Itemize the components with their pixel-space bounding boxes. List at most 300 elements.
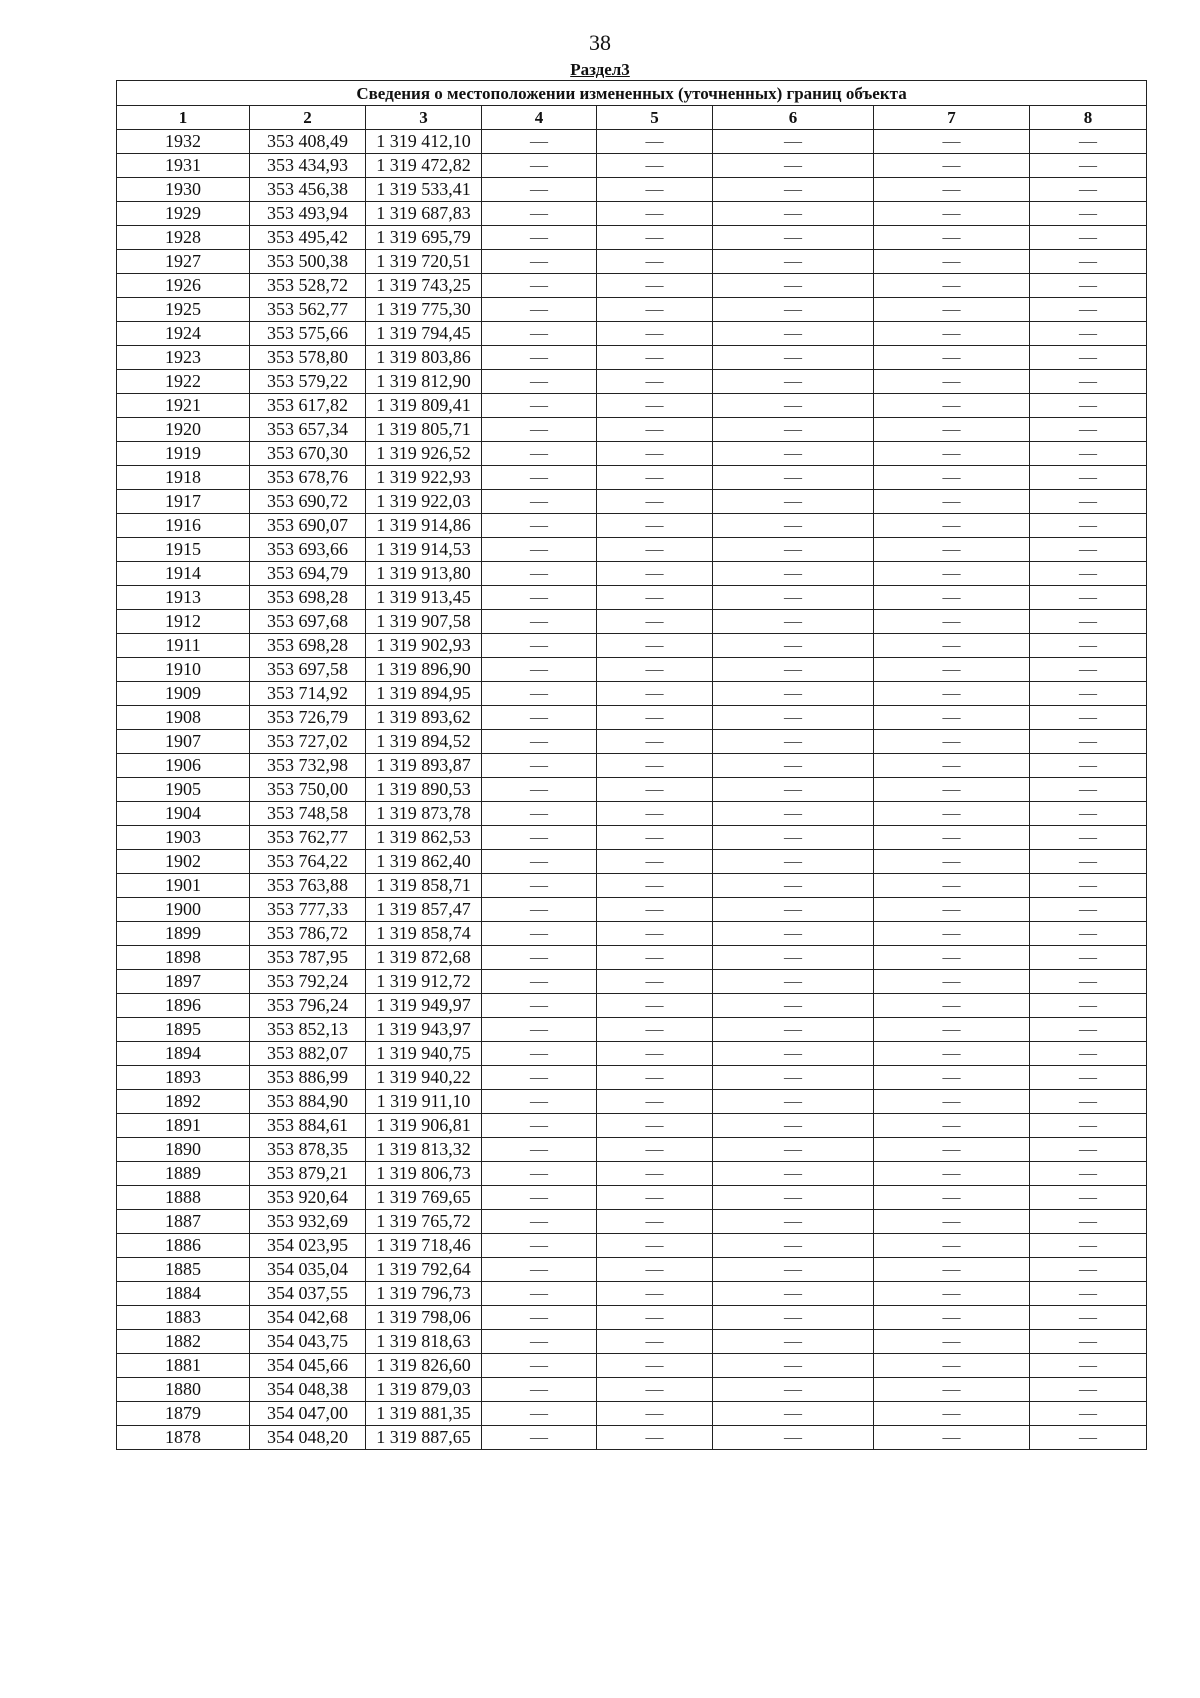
empty-dash-cell: — xyxy=(597,826,713,850)
y-coordinate-cell: 1 319 862,40 xyxy=(366,850,482,874)
empty-dash-cell: — xyxy=(1030,1090,1147,1114)
empty-dash-cell: — xyxy=(874,226,1030,250)
empty-dash-cell: — xyxy=(713,826,874,850)
x-coordinate-cell: 354 045,66 xyxy=(250,1354,366,1378)
empty-dash-cell: — xyxy=(713,802,874,826)
empty-dash-cell: — xyxy=(713,1354,874,1378)
y-coordinate-cell: 1 319 902,93 xyxy=(366,634,482,658)
point-number-cell: 1892 xyxy=(117,1090,250,1114)
empty-dash-cell: — xyxy=(1030,706,1147,730)
empty-dash-cell: — xyxy=(874,730,1030,754)
empty-dash-cell: — xyxy=(874,658,1030,682)
empty-dash-cell: — xyxy=(1030,730,1147,754)
y-coordinate-cell: 1 319 926,52 xyxy=(366,442,482,466)
empty-dash-cell: — xyxy=(874,1378,1030,1402)
table-row xyxy=(117,802,1147,826)
empty-dash-cell: — xyxy=(713,1090,874,1114)
x-coordinate-cell: 354 048,20 xyxy=(250,1426,366,1450)
empty-dash-cell: — xyxy=(597,394,713,418)
x-coordinate-cell: 353 694,79 xyxy=(250,562,366,586)
y-coordinate-cell: 1 319 687,83 xyxy=(366,202,482,226)
point-number-cell: 1925 xyxy=(117,298,250,322)
point-number-cell: 1922 xyxy=(117,370,250,394)
point-number-cell: 1878 xyxy=(117,1426,250,1450)
empty-dash-cell: — xyxy=(713,346,874,370)
empty-dash-cell: — xyxy=(482,154,597,178)
empty-dash-cell: — xyxy=(482,394,597,418)
empty-dash-cell: — xyxy=(713,226,874,250)
column-header: 6 xyxy=(713,106,874,130)
point-number-cell: 1886 xyxy=(117,1234,250,1258)
empty-dash-cell: — xyxy=(1030,466,1147,490)
empty-dash-cell: — xyxy=(874,394,1030,418)
x-coordinate-cell: 354 043,75 xyxy=(250,1330,366,1354)
point-number-cell: 1926 xyxy=(117,274,250,298)
empty-dash-cell: — xyxy=(874,874,1030,898)
empty-dash-cell: — xyxy=(874,754,1030,778)
column-header: 1 xyxy=(117,106,250,130)
empty-dash-cell: — xyxy=(597,130,713,154)
empty-dash-cell: — xyxy=(874,898,1030,922)
empty-dash-cell: — xyxy=(482,1042,597,1066)
empty-dash-cell: — xyxy=(713,274,874,298)
empty-dash-cell: — xyxy=(597,586,713,610)
empty-dash-cell: — xyxy=(1030,1066,1147,1090)
point-number-cell: 1889 xyxy=(117,1162,250,1186)
x-coordinate-cell: 353 727,02 xyxy=(250,730,366,754)
empty-dash-cell: — xyxy=(874,514,1030,538)
column-header: 7 xyxy=(874,106,1030,130)
empty-dash-cell: — xyxy=(874,370,1030,394)
point-number-cell: 1914 xyxy=(117,562,250,586)
y-coordinate-cell: 1 319 894,95 xyxy=(366,682,482,706)
empty-dash-cell: — xyxy=(482,922,597,946)
y-coordinate-cell: 1 319 913,45 xyxy=(366,586,482,610)
empty-dash-cell: — xyxy=(713,898,874,922)
x-coordinate-cell: 353 617,82 xyxy=(250,394,366,418)
point-number-cell: 1918 xyxy=(117,466,250,490)
empty-dash-cell: — xyxy=(482,802,597,826)
empty-dash-cell: — xyxy=(1030,970,1147,994)
empty-dash-cell: — xyxy=(482,754,597,778)
y-coordinate-cell: 1 319 720,51 xyxy=(366,250,482,274)
point-number-cell: 1887 xyxy=(117,1210,250,1234)
column-header: 4 xyxy=(482,106,597,130)
empty-dash-cell: — xyxy=(1030,154,1147,178)
y-coordinate-cell: 1 319 533,41 xyxy=(366,178,482,202)
x-coordinate-cell: 353 690,72 xyxy=(250,490,366,514)
point-number-cell: 1930 xyxy=(117,178,250,202)
empty-dash-cell: — xyxy=(482,1354,597,1378)
empty-dash-cell: — xyxy=(597,874,713,898)
point-number-cell: 1903 xyxy=(117,826,250,850)
x-coordinate-cell: 353 792,24 xyxy=(250,970,366,994)
y-coordinate-cell: 1 319 896,90 xyxy=(366,658,482,682)
empty-dash-cell: — xyxy=(713,658,874,682)
empty-dash-cell: — xyxy=(597,514,713,538)
table-row xyxy=(117,490,1147,514)
point-number-cell: 1879 xyxy=(117,1402,250,1426)
empty-dash-cell: — xyxy=(482,1090,597,1114)
table-row xyxy=(117,994,1147,1018)
empty-dash-cell: — xyxy=(1030,418,1147,442)
empty-dash-cell: — xyxy=(482,322,597,346)
empty-dash-cell: — xyxy=(597,490,713,514)
empty-dash-cell: — xyxy=(874,1234,1030,1258)
y-coordinate-cell: 1 319 922,03 xyxy=(366,490,482,514)
empty-dash-cell: — xyxy=(1030,1186,1147,1210)
y-coordinate-cell: 1 319 858,71 xyxy=(366,874,482,898)
point-number-cell: 1928 xyxy=(117,226,250,250)
empty-dash-cell: — xyxy=(713,778,874,802)
empty-dash-cell: — xyxy=(597,1162,713,1186)
empty-dash-cell: — xyxy=(482,1306,597,1330)
empty-dash-cell: — xyxy=(874,586,1030,610)
empty-dash-cell: — xyxy=(482,418,597,442)
empty-dash-cell: — xyxy=(597,250,713,274)
empty-dash-cell: — xyxy=(597,994,713,1018)
page-number: 38 xyxy=(589,30,611,55)
table-row xyxy=(117,442,1147,466)
empty-dash-cell: — xyxy=(713,298,874,322)
empty-dash-cell: — xyxy=(597,202,713,226)
table-row xyxy=(117,1114,1147,1138)
empty-dash-cell: — xyxy=(1030,634,1147,658)
column-header: 2 xyxy=(250,106,366,130)
empty-dash-cell: — xyxy=(597,322,713,346)
empty-dash-cell: — xyxy=(482,202,597,226)
empty-dash-cell: — xyxy=(482,274,597,298)
empty-dash-cell: — xyxy=(874,178,1030,202)
x-coordinate-cell: 353 698,28 xyxy=(250,634,366,658)
empty-dash-cell: — xyxy=(597,1090,713,1114)
x-coordinate-cell: 353 763,88 xyxy=(250,874,366,898)
empty-dash-cell: — xyxy=(597,1282,713,1306)
point-number-cell: 1893 xyxy=(117,1066,250,1090)
empty-dash-cell: — xyxy=(597,1018,713,1042)
point-number-cell: 1882 xyxy=(117,1330,250,1354)
table-row xyxy=(117,370,1147,394)
empty-dash-cell: — xyxy=(597,298,713,322)
empty-dash-cell: — xyxy=(1030,442,1147,466)
point-number-cell: 1900 xyxy=(117,898,250,922)
x-coordinate-cell: 353 493,94 xyxy=(250,202,366,226)
y-coordinate-cell: 1 319 911,10 xyxy=(366,1090,482,1114)
empty-dash-cell: — xyxy=(874,274,1030,298)
empty-dash-cell: — xyxy=(482,610,597,634)
empty-dash-cell: — xyxy=(482,1330,597,1354)
table-row xyxy=(117,1210,1147,1234)
table-row xyxy=(117,178,1147,202)
empty-dash-cell: — xyxy=(713,466,874,490)
table-row xyxy=(117,154,1147,178)
empty-dash-cell: — xyxy=(482,250,597,274)
table-row xyxy=(117,466,1147,490)
table-row xyxy=(117,778,1147,802)
empty-dash-cell: — xyxy=(874,466,1030,490)
empty-dash-cell: — xyxy=(874,1330,1030,1354)
empty-dash-cell: — xyxy=(874,1138,1030,1162)
x-coordinate-cell: 354 037,55 xyxy=(250,1282,366,1306)
point-number-cell: 1881 xyxy=(117,1354,250,1378)
empty-dash-cell: — xyxy=(874,562,1030,586)
empty-dash-cell: — xyxy=(597,850,713,874)
empty-dash-cell: — xyxy=(1030,370,1147,394)
table-row xyxy=(117,610,1147,634)
x-coordinate-cell: 353 762,77 xyxy=(250,826,366,850)
empty-dash-cell: — xyxy=(597,1378,713,1402)
empty-dash-cell: — xyxy=(713,682,874,706)
x-coordinate-cell: 354 023,95 xyxy=(250,1234,366,1258)
empty-dash-cell: — xyxy=(874,1186,1030,1210)
table-row xyxy=(117,874,1147,898)
empty-dash-cell: — xyxy=(597,682,713,706)
empty-dash-cell: — xyxy=(1030,1378,1147,1402)
y-coordinate-cell: 1 319 862,53 xyxy=(366,826,482,850)
y-coordinate-cell: 1 319 949,97 xyxy=(366,994,482,1018)
empty-dash-cell: — xyxy=(597,178,713,202)
empty-dash-cell: — xyxy=(1030,1138,1147,1162)
empty-dash-cell: — xyxy=(713,1138,874,1162)
y-coordinate-cell: 1 319 914,53 xyxy=(366,538,482,562)
empty-dash-cell: — xyxy=(1030,1426,1147,1450)
empty-dash-cell: — xyxy=(1030,298,1147,322)
empty-dash-cell: — xyxy=(597,1402,713,1426)
empty-dash-cell: — xyxy=(1030,898,1147,922)
y-coordinate-cell: 1 319 858,74 xyxy=(366,922,482,946)
empty-dash-cell: — xyxy=(1030,274,1147,298)
empty-dash-cell: — xyxy=(1030,610,1147,634)
y-coordinate-cell: 1 319 887,65 xyxy=(366,1426,482,1450)
y-coordinate-cell: 1 319 765,72 xyxy=(366,1210,482,1234)
empty-dash-cell: — xyxy=(482,370,597,394)
empty-dash-cell: — xyxy=(874,946,1030,970)
x-coordinate-cell: 353 698,28 xyxy=(250,586,366,610)
empty-dash-cell: — xyxy=(713,538,874,562)
empty-dash-cell: — xyxy=(597,778,713,802)
table-row xyxy=(117,1018,1147,1042)
empty-dash-cell: — xyxy=(713,1234,874,1258)
empty-dash-cell: — xyxy=(713,202,874,226)
y-coordinate-cell: 1 319 695,79 xyxy=(366,226,482,250)
point-number-cell: 1880 xyxy=(117,1378,250,1402)
table-row xyxy=(117,130,1147,154)
x-coordinate-cell: 353 726,79 xyxy=(250,706,366,730)
empty-dash-cell: — xyxy=(1030,778,1147,802)
x-coordinate-cell: 353 886,99 xyxy=(250,1066,366,1090)
y-coordinate-cell: 1 319 857,47 xyxy=(366,898,482,922)
y-coordinate-cell: 1 319 906,81 xyxy=(366,1114,482,1138)
y-coordinate-cell: 1 319 798,06 xyxy=(366,1306,482,1330)
empty-dash-cell: — xyxy=(713,1066,874,1090)
y-coordinate-cell: 1 319 472,82 xyxy=(366,154,482,178)
table-row xyxy=(117,250,1147,274)
empty-dash-cell: — xyxy=(1030,178,1147,202)
empty-dash-cell: — xyxy=(713,922,874,946)
table-row xyxy=(117,1378,1147,1402)
empty-dash-cell: — xyxy=(713,130,874,154)
empty-dash-cell: — xyxy=(597,970,713,994)
empty-dash-cell: — xyxy=(1030,394,1147,418)
empty-dash-cell: — xyxy=(482,778,597,802)
x-coordinate-cell: 353 500,38 xyxy=(250,250,366,274)
y-coordinate-cell: 1 319 796,73 xyxy=(366,1282,482,1306)
empty-dash-cell: — xyxy=(482,1378,597,1402)
table-row xyxy=(117,1138,1147,1162)
point-number-cell: 1923 xyxy=(117,346,250,370)
empty-dash-cell: — xyxy=(1030,1114,1147,1138)
empty-dash-cell: — xyxy=(597,1330,713,1354)
empty-dash-cell: — xyxy=(482,1426,597,1450)
empty-dash-cell: — xyxy=(1030,130,1147,154)
empty-dash-cell: — xyxy=(597,418,713,442)
empty-dash-cell: — xyxy=(874,970,1030,994)
empty-dash-cell: — xyxy=(482,490,597,514)
empty-dash-cell: — xyxy=(713,946,874,970)
empty-dash-cell: — xyxy=(482,874,597,898)
empty-dash-cell: — xyxy=(482,898,597,922)
section-title: Раздел3 xyxy=(570,60,630,79)
table-row xyxy=(117,538,1147,562)
point-number-cell: 1927 xyxy=(117,250,250,274)
x-coordinate-cell: 353 408,49 xyxy=(250,130,366,154)
empty-dash-cell: — xyxy=(1030,802,1147,826)
empty-dash-cell: — xyxy=(482,826,597,850)
empty-dash-cell: — xyxy=(482,514,597,538)
empty-dash-cell: — xyxy=(482,1018,597,1042)
table-row xyxy=(117,346,1147,370)
empty-dash-cell: — xyxy=(482,850,597,874)
x-coordinate-cell: 353 786,72 xyxy=(250,922,366,946)
x-coordinate-cell: 353 920,64 xyxy=(250,1186,366,1210)
point-number-cell: 1907 xyxy=(117,730,250,754)
empty-dash-cell: — xyxy=(1030,994,1147,1018)
y-coordinate-cell: 1 319 718,46 xyxy=(366,1234,482,1258)
empty-dash-cell: — xyxy=(874,250,1030,274)
empty-dash-cell: — xyxy=(1030,490,1147,514)
empty-dash-cell: — xyxy=(482,1066,597,1090)
empty-dash-cell: — xyxy=(874,778,1030,802)
table-row xyxy=(117,1162,1147,1186)
empty-dash-cell: — xyxy=(874,634,1030,658)
table-row xyxy=(117,514,1147,538)
table-row xyxy=(117,1354,1147,1378)
empty-dash-cell: — xyxy=(1030,1210,1147,1234)
empty-dash-cell: — xyxy=(597,1114,713,1138)
point-number-cell: 1932 xyxy=(117,130,250,154)
point-number-cell: 1931 xyxy=(117,154,250,178)
point-number-cell: 1888 xyxy=(117,1186,250,1210)
empty-dash-cell: — xyxy=(597,1354,713,1378)
y-coordinate-cell: 1 319 803,86 xyxy=(366,346,482,370)
empty-dash-cell: — xyxy=(713,994,874,1018)
x-coordinate-cell: 353 884,61 xyxy=(250,1114,366,1138)
empty-dash-cell: — xyxy=(482,466,597,490)
empty-dash-cell: — xyxy=(597,1258,713,1282)
empty-dash-cell: — xyxy=(482,226,597,250)
empty-dash-cell: — xyxy=(597,226,713,250)
x-coordinate-cell: 353 697,58 xyxy=(250,658,366,682)
table-caption: Сведения о местоположении измененных (уточненных) границ объекта xyxy=(117,81,1147,106)
y-coordinate-cell: 1 319 743,25 xyxy=(366,274,482,298)
empty-dash-cell: — xyxy=(874,154,1030,178)
empty-dash-cell: — xyxy=(597,634,713,658)
y-coordinate-cell: 1 319 809,41 xyxy=(366,394,482,418)
empty-dash-cell: — xyxy=(482,442,597,466)
empty-dash-cell: — xyxy=(1030,250,1147,274)
point-number-cell: 1896 xyxy=(117,994,250,1018)
empty-dash-cell: — xyxy=(482,1210,597,1234)
empty-dash-cell: — xyxy=(1030,538,1147,562)
empty-dash-cell: — xyxy=(1030,1258,1147,1282)
x-coordinate-cell: 354 047,00 xyxy=(250,1402,366,1426)
empty-dash-cell: — xyxy=(874,1306,1030,1330)
point-number-cell: 1891 xyxy=(117,1114,250,1138)
empty-dash-cell: — xyxy=(482,634,597,658)
empty-dash-cell: — xyxy=(874,1018,1030,1042)
empty-dash-cell: — xyxy=(597,802,713,826)
empty-dash-cell: — xyxy=(482,130,597,154)
empty-dash-cell: — xyxy=(482,1282,597,1306)
empty-dash-cell: — xyxy=(874,706,1030,730)
empty-dash-cell: — xyxy=(874,346,1030,370)
empty-dash-cell: — xyxy=(597,538,713,562)
table-row xyxy=(117,226,1147,250)
empty-dash-cell: — xyxy=(874,1354,1030,1378)
empty-dash-cell: — xyxy=(713,730,874,754)
x-coordinate-cell: 353 750,00 xyxy=(250,778,366,802)
table-header-row xyxy=(117,106,1147,130)
point-number-cell: 1915 xyxy=(117,538,250,562)
table-row xyxy=(117,322,1147,346)
empty-dash-cell: — xyxy=(874,442,1030,466)
empty-dash-cell: — xyxy=(597,466,713,490)
y-coordinate-cell: 1 319 914,86 xyxy=(366,514,482,538)
empty-dash-cell: — xyxy=(482,1402,597,1426)
x-coordinate-cell: 353 796,24 xyxy=(250,994,366,1018)
table-row xyxy=(117,1234,1147,1258)
empty-dash-cell: — xyxy=(713,1306,874,1330)
empty-dash-cell: — xyxy=(482,538,597,562)
empty-dash-cell: — xyxy=(1030,322,1147,346)
empty-dash-cell: — xyxy=(597,346,713,370)
empty-dash-cell: — xyxy=(713,1378,874,1402)
y-coordinate-cell: 1 319 943,97 xyxy=(366,1018,482,1042)
empty-dash-cell: — xyxy=(482,586,597,610)
y-coordinate-cell: 1 319 879,03 xyxy=(366,1378,482,1402)
empty-dash-cell: — xyxy=(1030,874,1147,898)
coordinates-table xyxy=(116,80,1147,1450)
table-row xyxy=(117,682,1147,706)
x-coordinate-cell: 354 035,04 xyxy=(250,1258,366,1282)
table-row xyxy=(117,754,1147,778)
y-coordinate-cell: 1 319 872,68 xyxy=(366,946,482,970)
column-header: 5 xyxy=(597,106,713,130)
empty-dash-cell: — xyxy=(713,1042,874,1066)
empty-dash-cell: — xyxy=(874,1426,1030,1450)
empty-dash-cell: — xyxy=(713,1402,874,1426)
empty-dash-cell: — xyxy=(597,562,713,586)
y-coordinate-cell: 1 319 806,73 xyxy=(366,1162,482,1186)
point-number-cell: 1890 xyxy=(117,1138,250,1162)
empty-dash-cell: — xyxy=(1030,850,1147,874)
empty-dash-cell: — xyxy=(597,370,713,394)
empty-dash-cell: — xyxy=(713,1210,874,1234)
point-number-cell: 1884 xyxy=(117,1282,250,1306)
empty-dash-cell: — xyxy=(713,1330,874,1354)
table-row xyxy=(117,706,1147,730)
empty-dash-cell: — xyxy=(713,706,874,730)
